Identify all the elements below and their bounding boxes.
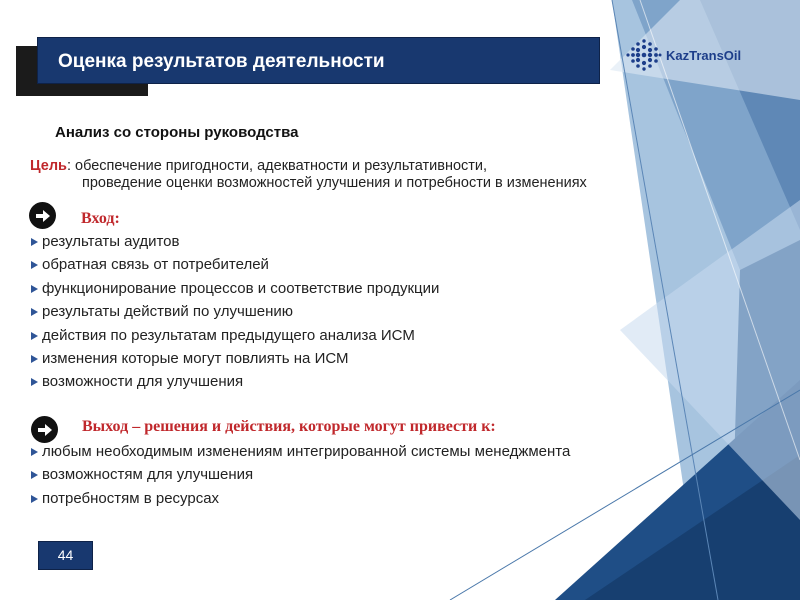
page-number: 44 bbox=[38, 541, 93, 570]
bullet-arrow-icon bbox=[31, 332, 38, 340]
goal-line-2: проведение оценки возможностей улучшения и потребности в изменениях bbox=[82, 175, 587, 191]
section-subtitle: Анализ со стороны руководства bbox=[55, 124, 299, 141]
kaztransoil-dot-grid-icon bbox=[624, 38, 662, 72]
arrow-right-circle-icon bbox=[31, 416, 58, 443]
bullet-arrow-icon bbox=[31, 355, 38, 363]
list-item: результаты аудитов bbox=[30, 230, 439, 253]
list-item: функционирование процессов и соответствие продукции bbox=[30, 277, 439, 300]
arrow-right-circle-icon bbox=[29, 202, 56, 229]
list-item: действия по результатам предыдущего анализа ИСМ bbox=[30, 324, 439, 347]
bullet-arrow-icon bbox=[31, 471, 38, 479]
input-list bbox=[30, 230, 439, 394]
bullet-arrow-icon bbox=[31, 378, 38, 386]
list-item: потребностям в ресурсах bbox=[30, 487, 570, 510]
title-bar bbox=[37, 37, 600, 84]
slide-title: Оценка результатов деятельности bbox=[58, 51, 385, 72]
goal-label: Цель bbox=[30, 158, 67, 174]
input-heading: Вход: bbox=[81, 210, 120, 227]
output-list bbox=[30, 440, 570, 510]
output-heading: Выход – решения и действия, которые могут привести к: bbox=[82, 418, 496, 435]
bullet-arrow-icon bbox=[31, 308, 38, 316]
list-item: изменения которые могут повлиять на ИСМ bbox=[30, 347, 439, 370]
list-item: результаты действий по улучшению bbox=[30, 300, 439, 323]
list-item: возможности для улучшения bbox=[30, 370, 439, 393]
company-logo bbox=[624, 38, 774, 72]
bullet-arrow-icon bbox=[31, 261, 38, 269]
logo-text: KazTransOil bbox=[666, 47, 742, 63]
bullet-arrow-icon bbox=[31, 238, 38, 246]
goal-line-1: : обеспечение пригодности, адекватности и результативности, bbox=[66, 158, 488, 174]
bullet-arrow-icon bbox=[31, 285, 38, 293]
list-item: возможностям для улучшения bbox=[30, 463, 570, 486]
goal-paragraph bbox=[30, 158, 730, 192]
list-item: любым необходимым изменениям интегрированной системы менеджмента bbox=[30, 440, 570, 463]
bullet-arrow-icon bbox=[31, 448, 38, 456]
bullet-arrow-icon bbox=[31, 495, 38, 503]
list-item: обратная связь от потребителей bbox=[30, 253, 439, 276]
